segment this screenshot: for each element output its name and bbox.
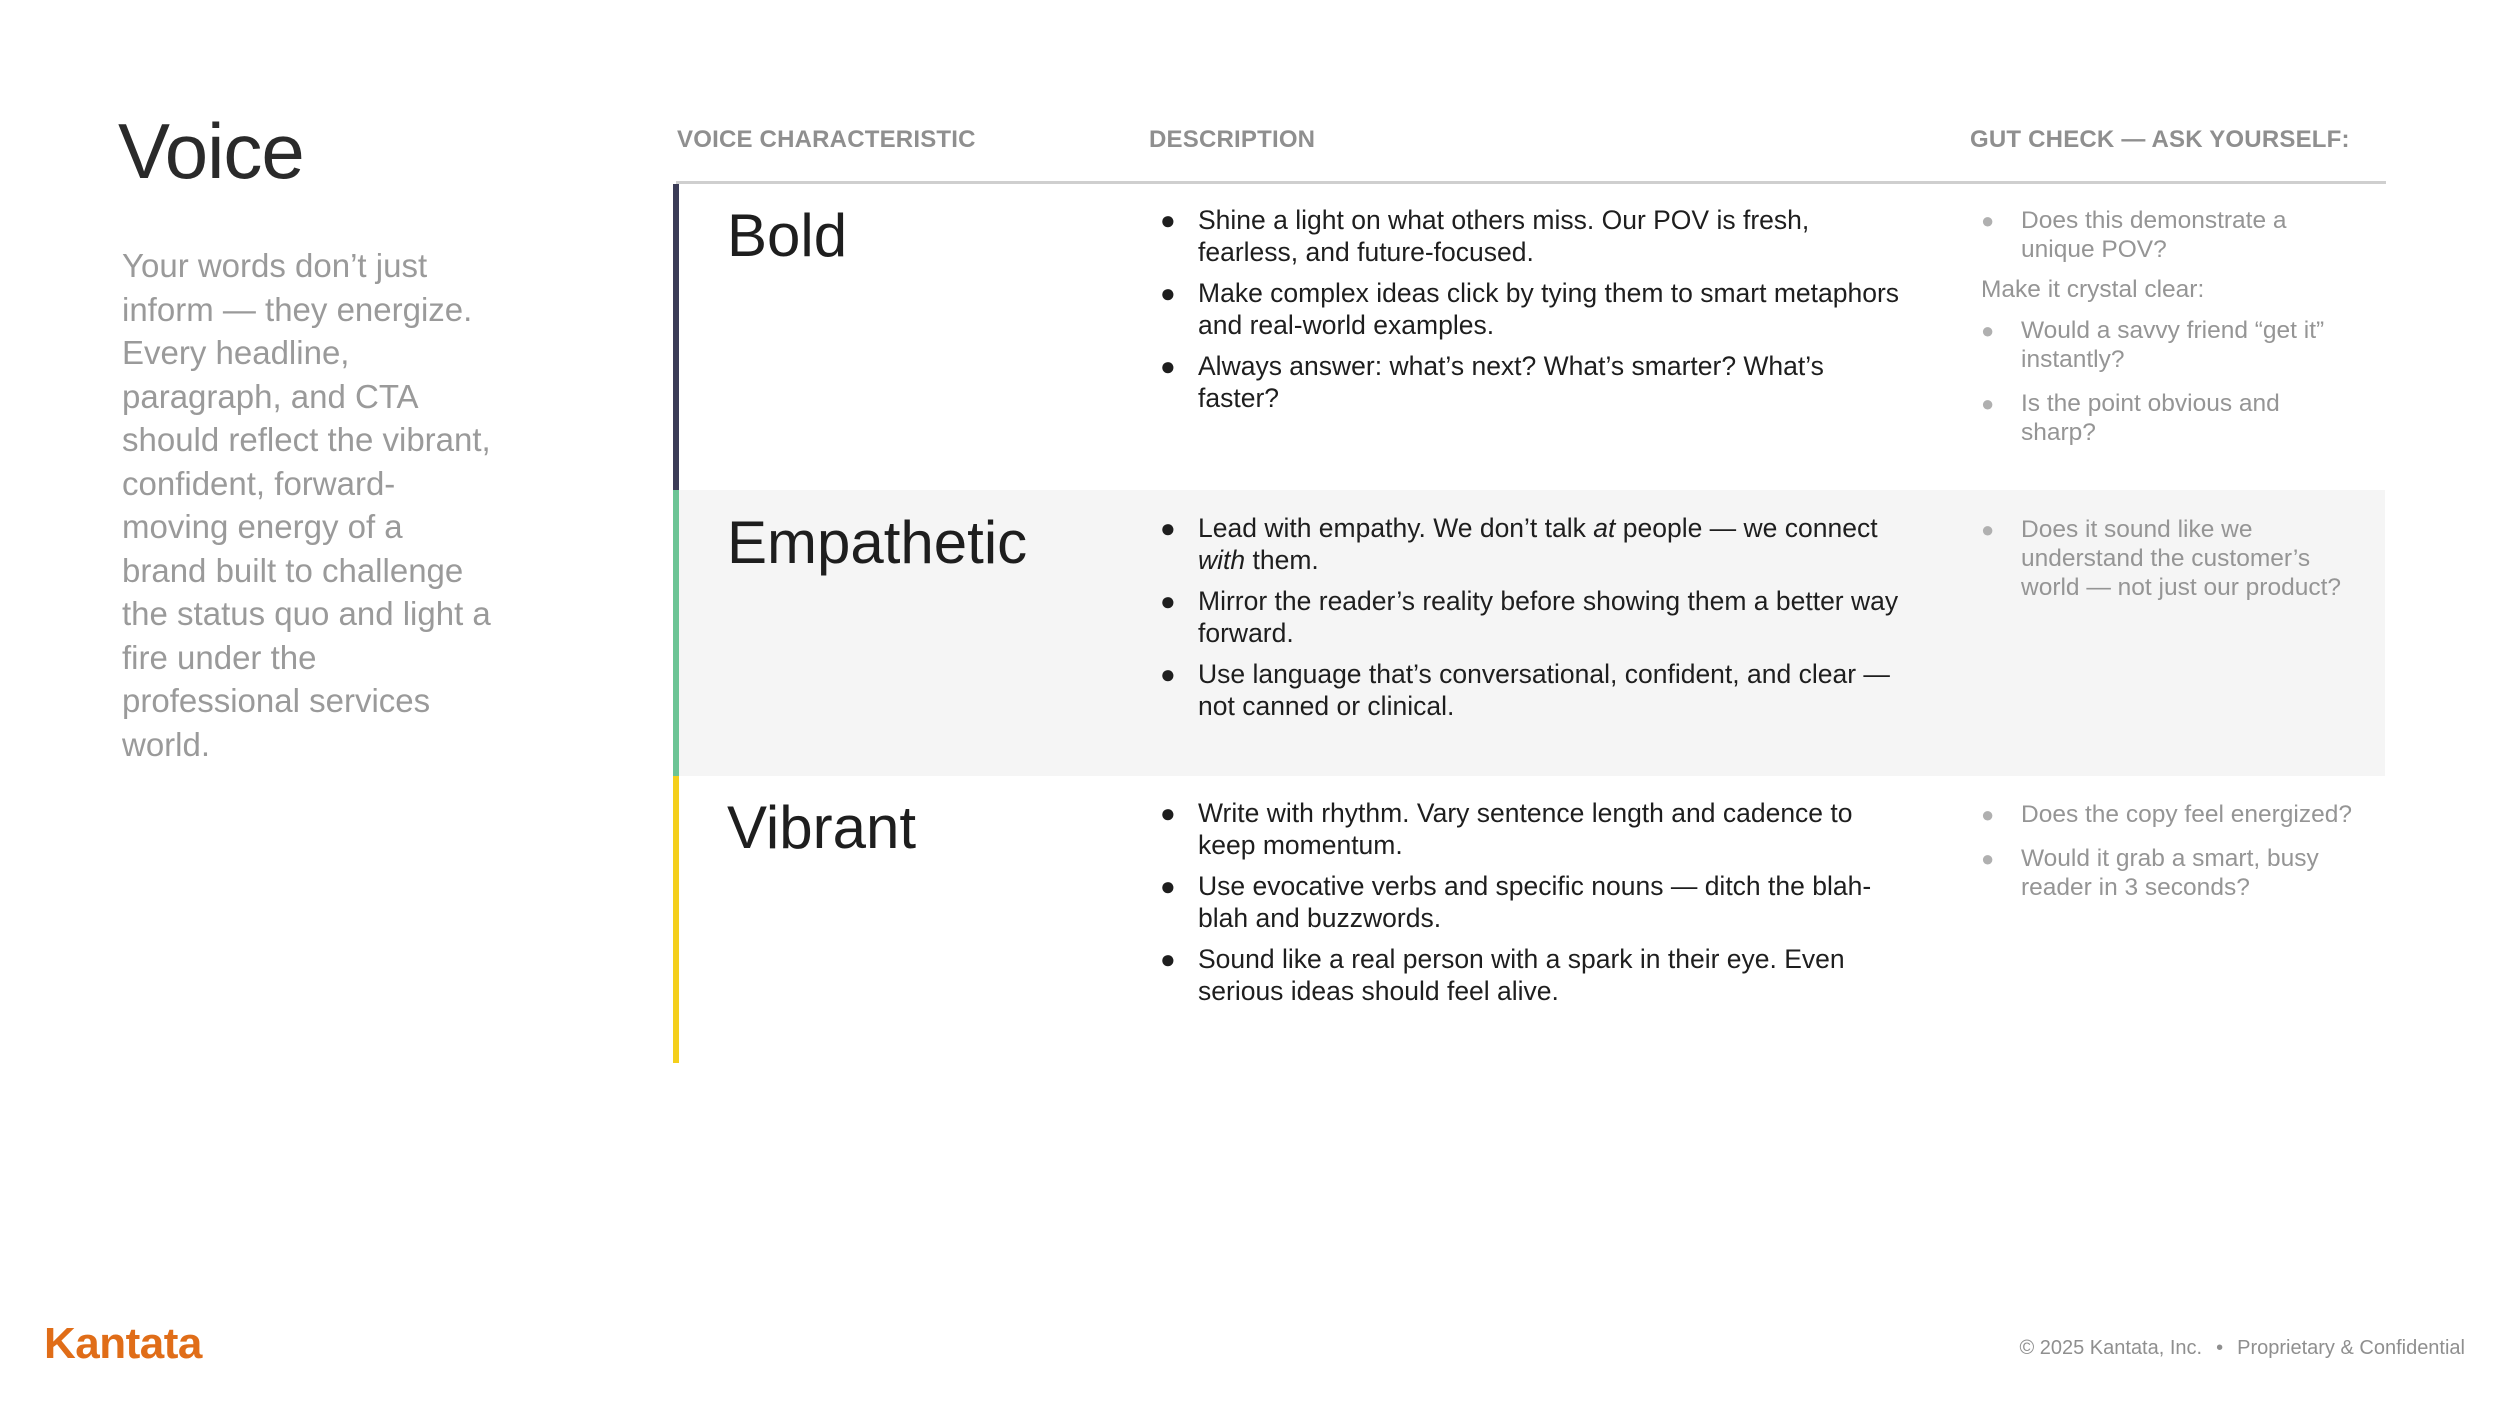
bullet-icon: ● [1160,659,1176,689]
gut-check-item: ● Does this demonstrate a unique POV? [1981,207,2287,263]
column-header-characteristic: VOICE CHARACTERISTIC [677,126,976,153]
slide-title: Voice [118,107,304,195]
characteristic-name: Empathetic [727,509,1028,576]
bullet-icon: ● [1981,318,1995,343]
copyright-text: © 2025 Kantata, Inc. [2019,1337,2203,1359]
confidential-text: Proprietary & Confidential [2237,1337,2465,1359]
bullet-icon: ● [1160,205,1176,235]
list-item: ● Sound like a real person with a spark in their eye. Even serious ideas should feel alive. [1160,944,1845,1006]
table-row-empathetic [673,490,2385,776]
description-list [1160,205,1904,424]
bullet-icon: ● [1981,846,1995,871]
gut-check-list [1981,515,2361,617]
bullet-icon: ● [1981,208,1995,233]
gut-check-item: ● Would it grab a smart, busy reader in 3 seconds? [1981,845,2319,901]
list-item: ● Use evocative verbs and specific nouns — ditch the blah-blah and buzzwords. [1160,871,1872,933]
gut-check-list [1981,206,2361,462]
bullet-icon: ● [1160,586,1176,616]
bullet-icon: ● [1160,871,1176,901]
bullet-icon: ● [1981,517,1995,542]
footer-legal [2019,1337,2465,1360]
row-accent-bar [673,776,679,1063]
list-item: ● Use language that’s conversational, confident, and clear — not canned or clinical. [1160,659,1890,721]
footer-separator: • [2216,1337,2224,1359]
table-row-vibrant [673,776,2385,1063]
bullet-icon: ● [1160,351,1176,381]
description-list [1160,798,1904,1017]
list-item: ● Make complex ideas click by tying them to smart metaphors and real-world examples. [1160,278,1900,340]
bullet-icon: ● [1160,798,1176,828]
row-accent-bar [673,490,679,776]
gut-check-item: ● Is the point obvious and sharp? [1981,390,2280,446]
table-row-bold [673,184,2385,490]
bullet-icon: ● [1981,802,1995,827]
column-header-gut-check: GUT CHECK — ASK YOURSELF: [1970,126,2350,153]
list-item: ● Shine a light on what others miss. Our POV is fresh, fearless, and future-focused. [1160,205,1810,267]
kantata-logo: Kantata [44,1319,202,1368]
gut-check-item: ● Does the copy feel energized? [1981,801,2352,828]
gut-check-list [1981,800,2361,917]
intro-paragraph: Your words don’t just inform — they energize. Every headline, paragraph, and CTA should reflect the vibrant, confident, forward-moving energy of a brand built to challenge the status quo and light a fire under the professional services world. [122,247,491,763]
list-item: ● Always answer: what’s next? What’s smarter? What’s faster? [1160,351,1824,413]
gut-check-subheading: Make it crystal clear: [1981,276,2205,303]
list-item: ● Lead with empathy. We don’t talk at people — we connect with them. [1160,513,1878,575]
list-item: ● Write with rhythm. Vary sentence length and cadence to keep momentum. [1160,798,1853,860]
row-accent-bar [673,184,679,490]
bullet-icon: ● [1160,513,1176,543]
characteristic-name: Bold [727,202,848,269]
column-header-description: DESCRIPTION [1149,126,1316,153]
gut-check-item: ● Does it sound like we understand the customer’s world — not just our product? [1981,516,2342,601]
characteristic-name: Vibrant [727,794,917,861]
bullet-icon: ● [1160,944,1176,974]
list-item: ● Mirror the reader’s reality before showing them a better way forward. [1160,586,1899,648]
bullet-icon: ● [1160,278,1176,308]
gut-check-item: ● Would a savvy friend “get it” instantly? [1981,317,2325,373]
bullet-icon: ● [1981,391,1995,416]
description-list [1160,513,1904,732]
